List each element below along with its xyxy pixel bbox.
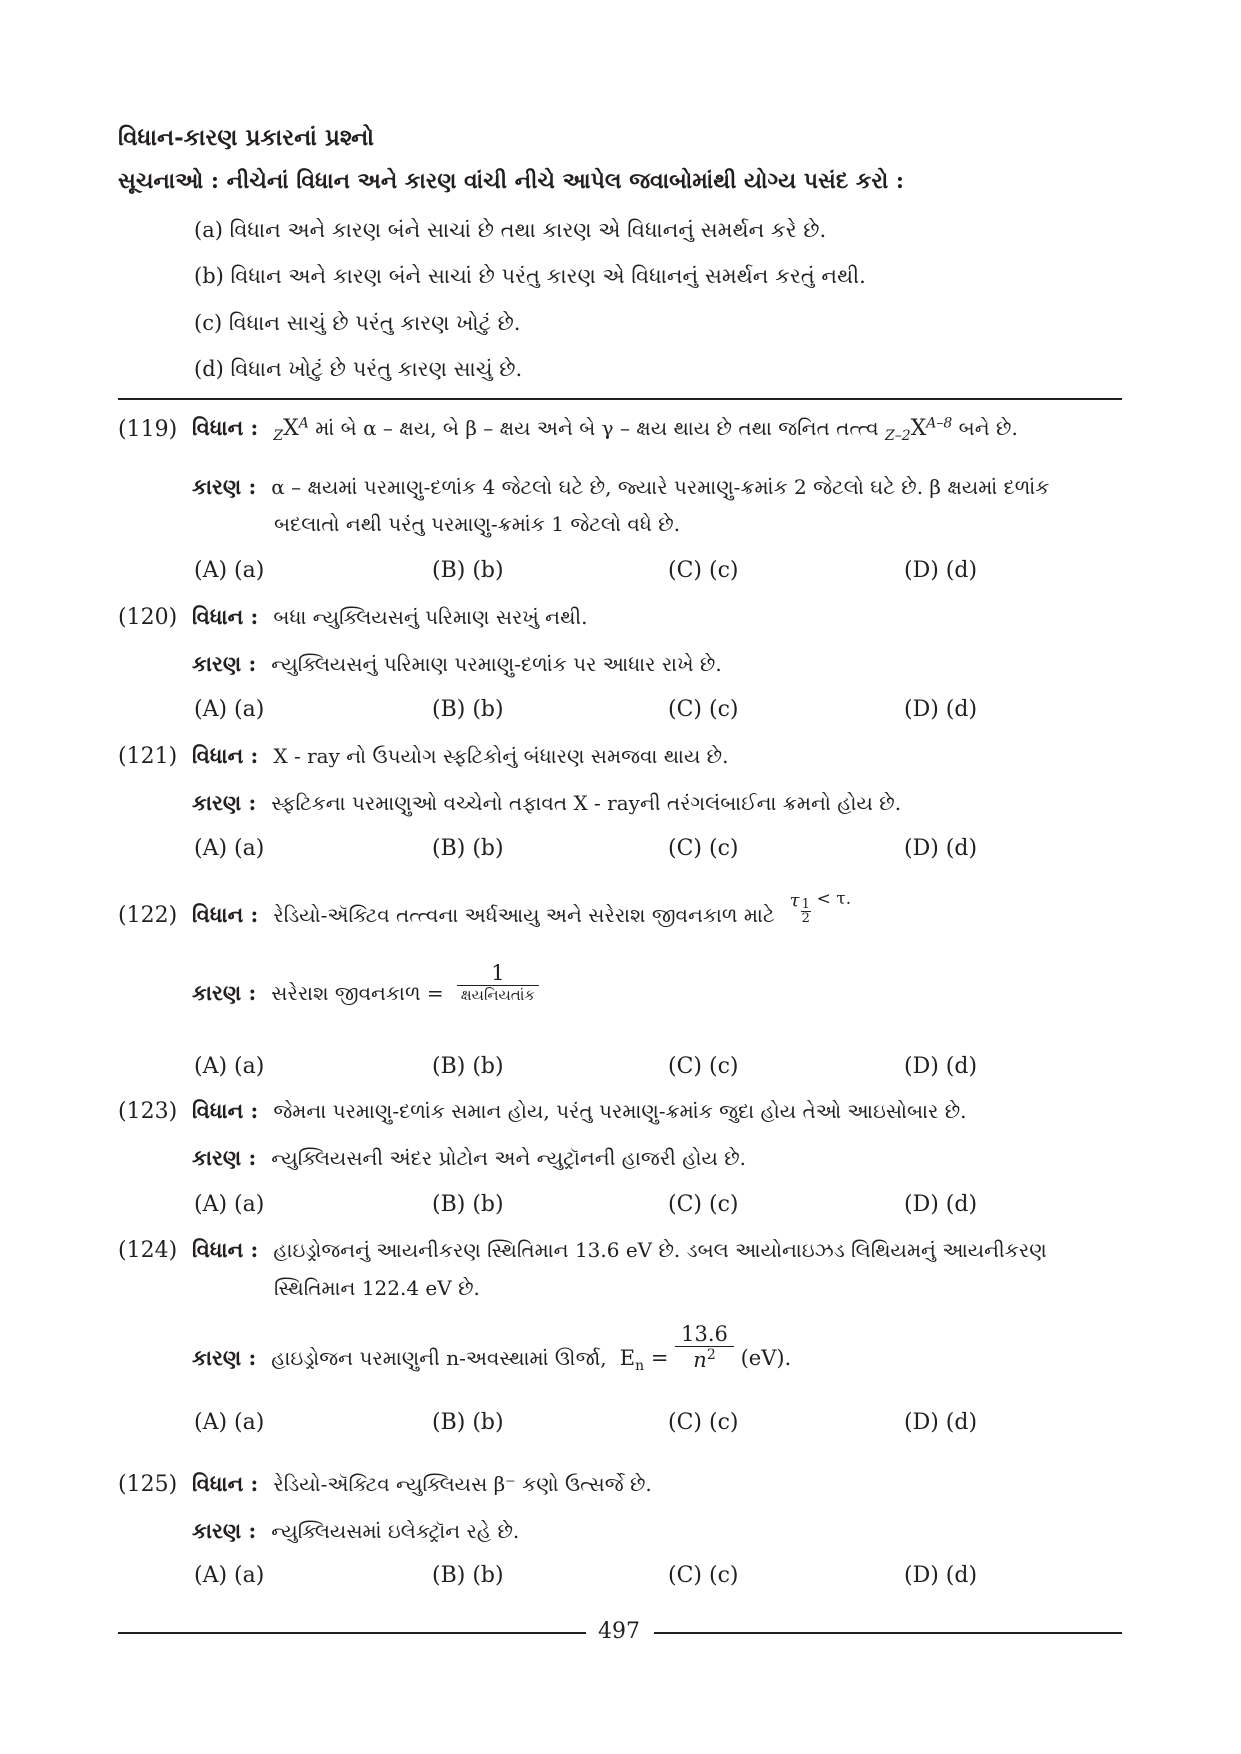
tau-half-expression: τ 1 2 < τ. [789,889,852,926]
option-d[interactable]: (D) (d) [904,836,978,861]
divider [118,398,1122,400]
question-number: (123) [118,1099,178,1124]
energy-formula: $E_n$ = $\frac{13.6}{n^2}$ (eV). [619,1321,792,1375]
question-statement: વિધાન : હાઇડ્રોજનનું આયનીકરણ સ્થિતિમાન 13.6 eV છે. ડબલ આયોનાઇઝડ લિથિયમનું આયનીકરણ [192,1237,1047,1262]
footer-rule-left [118,1632,586,1634]
question-statement: વિધાન : $_ZX^A$ માં બે α – ક્ષય, બે β – ક્ષય અને બે γ – ક્ષય થાય છે તથા જનિત તત્ત્વ $_{Z-2}X^{A-8}$ બને છે. [192,415,1018,444]
reason-fraction: $\frac{1}{\text{ક્ષયનિયતાંક}}$ [457,961,539,1004]
question-reason: કારણ : α – ક્ષયમાં પરમાણુ-દળાંક 4 જેટલો ઘટે છે, જ્યારે પરમાણુ-ક્રમાંક 2 જેટલો ઘટે છે. β ક્ષયમાં દળાંક [192,474,1050,499]
option-c[interactable]: (C) (c) [668,1410,739,1435]
option-b[interactable]: (B) (b) [432,697,504,722]
option-c[interactable]: (C) (c) [668,1192,739,1217]
option-a[interactable]: (A) (a) [194,1054,265,1079]
option-a[interactable]: (A) (a) [194,836,265,861]
statement-continuation: સ્થિતિમાન 122.4 eV છે. [274,1276,480,1300]
option-a[interactable]: (A) (a) [194,1563,265,1588]
option-d[interactable]: (D) (d) [904,1054,978,1079]
option-a[interactable]: (A) (a) [194,1410,265,1435]
page-number: 497 [598,1619,640,1644]
option-b[interactable]: (B) (b) [432,1410,504,1435]
option-a[interactable]: (A) (a) [194,1192,265,1217]
statement-label: વિધાન : [192,415,259,440]
question-statement: વિધાન : જેમના પરમાણુ-દળાંક સમાન હોય, પરંતુ પરમાણુ-ક્રમાંક જુદા હોય તેઓ આઇસોબાર છે. [192,1098,967,1123]
legend-c: (c) વિધાન સાચું છે પરંતુ કારણ ખોટું છે. [194,311,521,335]
question-reason: કારણ : સ્ફટિકના પરમાણુઓ વચ્ચેનો તફાવત X - rayની તરંગલંબાઈના ક્રમનો હોય છે. [192,790,902,815]
question-number: (120) [118,605,178,630]
question-number: (125) [118,1472,178,1497]
option-a[interactable]: (A) (a) [194,697,265,722]
option-b[interactable]: (B) (b) [432,1192,504,1217]
question-reason: કારણ : ન્યુક્લિયસની અંદર પ્રોટોન અને ન્યુટ્રૉનની હાજરી હોય છે. [192,1145,747,1170]
option-b[interactable]: (B) (b) [432,558,504,583]
option-d[interactable]: (D) (d) [904,558,978,583]
section-title: વિધાન-કારણ પ્રકારનાં પ્રશ્નો [118,124,374,151]
question-number: (119) [118,417,178,442]
question-statement: વિધાન : X - ray નો ઉપયોગ સ્ફટિકોનું બંધારણ સમજવા થાય છે. [192,743,729,768]
footer-rule-right [654,1632,1122,1634]
option-c[interactable]: (C) (c) [668,697,739,722]
question-reason: કારણ : સરેરાશ જીવનકાળ = $\frac{1}{\text{ક્ષયનિયતાંક}}$ [192,980,539,1006]
option-b[interactable]: (B) (b) [432,1054,504,1079]
instructions: સૂચનાઓ : નીચેનાં વિધાન અને કારણ વાંચી નીચે આપેલ જવાબોમાંથી યોગ્ય પસંદ કરો : [118,168,904,194]
question-reason: કારણ : ન્યુક્લિયસનું પરિમાણ પરમાણુ-દળાંક પર આધાર રાખે છે. [192,651,722,676]
legend-a: (a) વિધાન અને કારણ બંને સાચાં છે તથા કારણ એ વિધાનનું સમર્થન કરે છે. [194,218,827,242]
option-d[interactable]: (D) (d) [904,1563,978,1588]
question-reason: કારણ : હાઇડ્રોજન પરમાણુની n-અવસ્થામાં ઊર્જા, $E_n$ = $\frac{13.6}{n^2}$ (eV). [192,1321,792,1375]
reason-continuation: બદલાતો નથી પરંતુ પરમાણુ-ક્રમાંક 1 જેટલો વધે છે. [274,512,681,536]
question-statement: વિધાન : રેડિયો-ઍક્ટિવ ન્યુક્લિયસ β⁻ કણો ઉત્સર્જે છે. [192,1471,652,1496]
option-d[interactable]: (D) (d) [904,1410,978,1435]
option-c[interactable]: (C) (c) [668,558,739,583]
option-b[interactable]: (B) (b) [432,836,504,861]
legend-d: (d) વિધાન ખોટું છે પરંતુ કારણ સાચું છે. [194,357,523,381]
question-statement: વિધાન : રેડિયો-ઍક્ટિવ તત્ત્વના અર્ધઆયુ અને સરેરાશ જીવનકાળ માટે τ 1 2 < τ. [192,889,852,927]
option-c[interactable]: (C) (c) [668,1563,739,1588]
option-d[interactable]: (D) (d) [904,697,978,722]
question-number: (124) [118,1238,178,1263]
option-c[interactable]: (C) (c) [668,836,739,861]
option-b[interactable]: (B) (b) [432,1563,504,1588]
question-statement: વિધાન : બધા ન્યુક્લિયસનું પરિમાણ સરખું નથી. [192,604,588,629]
reason-label: કારણ : [192,474,257,499]
question-number: (121) [118,744,178,769]
legend-b: (b) વિધાન અને કારણ બંને સાચાં છે પરંતુ કારણ એ વિધાનનું સમર્થન કરતું નથી. [194,264,866,288]
question-number: (122) [118,903,178,928]
option-c[interactable]: (C) (c) [668,1054,739,1079]
option-a[interactable]: (A) (a) [194,558,265,583]
question-reason: કારણ : ન્યુક્લિયસમાં ઇલેક્ટ્રૉન રહે છે. [192,1518,520,1543]
option-d[interactable]: (D) (d) [904,1192,978,1217]
